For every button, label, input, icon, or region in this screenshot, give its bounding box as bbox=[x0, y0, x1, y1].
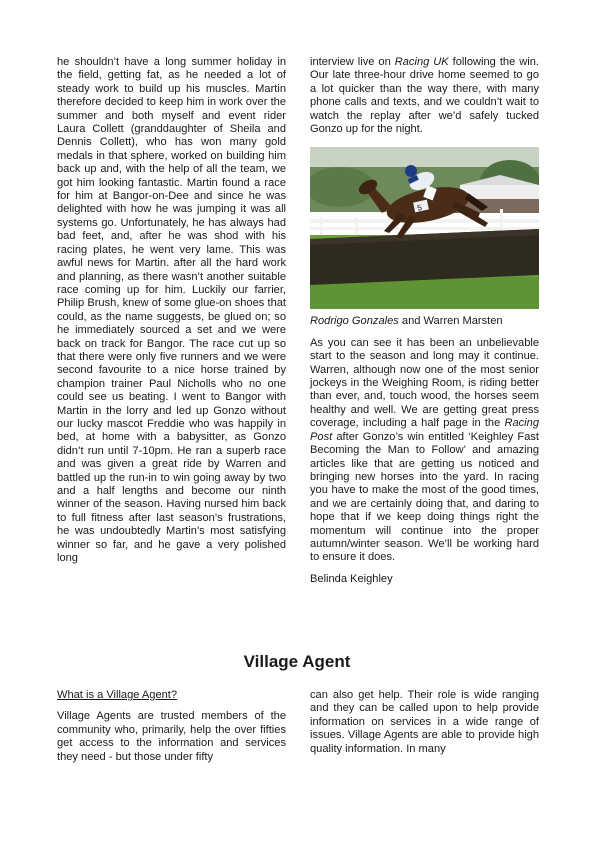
section-subheading: What is a Village Agent? bbox=[57, 689, 178, 701]
text-run: As you can see it has been an unbelievable start to the season and long may it continue. Warren, although now one of the most senior jockeys in the Weighing Room, is riding better than ever, and, touch wood, the horses seem healthy and well. We are getting great press coverage, including a half page in the bbox=[310, 336, 539, 430]
village-agent-left-column bbox=[57, 689, 286, 764]
text-run: and Warren Marsten bbox=[398, 315, 503, 328]
article-right-paragraph-2 bbox=[310, 337, 539, 565]
publication-name: Racing UK bbox=[394, 56, 449, 68]
author-signature: Belinda Keighley bbox=[310, 572, 393, 585]
village-agent-right-paragraph: can also get help. Their role is wide ranging and they can be called upon to help provide information on services in a wide range of issues. Village Agents are able to provide high quality information. In many bbox=[310, 689, 539, 755]
horse-name: Rodrigo Gonzales bbox=[310, 315, 399, 328]
article-left-paragraph: he shouldn’t have a long summer holiday in the field, getting fat, as he needed a lot of steady work to build up his muscles. Martin therefore decided to keep him in work over the summer and both myself and event rider Laura Collett (granddaughter of Sheila and Dennis Collett), who has won many gold medals in that sphere, worked on building him back up and, with the help of all the team, we got him looking fantastic. Martin found a race for him at Bangor-on-Dee and since he was delighted with how he was jumping it was all systems go. Unfortunately, he has always had bad feet, and, after he was shod with his racing plates, he went very lame. This was awful news for Martin. after all the hard work and planning, as there wasn’t another suitable race coming up for him. Luckily our farrier, Philip Brush, knew of some glue-on shoes that could, as the name suggests, be glued on; so he immediately sourced a set and we were back on track for Bangor. The race cut up so that there were only five runners and we were second favourite to a nice horse trained by champion trainer Paul Nicholls who no one could see us beating. I went to Bangor with Martin in the lorry and led up Gonzo without our lucky mascot Freddie who was happily in bed, at home with a babysitter, as Gonzo didn’t run until 7-10pm. He ran a superb race and was given a great ride by Warren and battled up the run-in to win going away by two and a half lengths and become our ninth winner of the season. Having nursed him back to full fitness after last season’s frustrations, he was undoubtedly Martin’s most satisfying winner so far, and he gave a very polished long bbox=[57, 56, 286, 565]
village-agent-right-column bbox=[310, 689, 539, 756]
racehorse-photo bbox=[310, 147, 539, 309]
svg-text:5: 5 bbox=[416, 203, 423, 214]
photo-caption bbox=[310, 315, 539, 328]
article-right-paragraph-1 bbox=[310, 56, 539, 136]
text-run: interview live on bbox=[310, 56, 395, 68]
section-heading: Village Agent bbox=[243, 652, 351, 671]
text-run: following the win. Our late three-hour drive home seemed to go a lot quicker than the way there, with many phone calls and texts, and we couldn’t wait to watch the replay after we’d safely tucked Gonzo up for the night. bbox=[310, 56, 539, 136]
publication-name: Racing Post bbox=[310, 417, 539, 443]
text-run: after Gonzo’s win entitled ‘Keighley Fast Becoming the Man to Follow’ and amazing articles like that are getting us noticed and bringing new horses into the yard. In racing you have to make the most of the good times, and we are certainly doing that, and daring to hope that if we keep doing things right the momentum will continue into the proper autumn/winter season. We’ll be working hard to ensure it does. bbox=[310, 430, 539, 564]
village-agent-left-paragraph: Village Agents are trusted members of the community who, primarily, help the over fifties get access to the information and services they need - but those under fifty bbox=[57, 710, 286, 763]
article-left-column bbox=[57, 56, 286, 565]
article-right-column bbox=[310, 56, 539, 586]
